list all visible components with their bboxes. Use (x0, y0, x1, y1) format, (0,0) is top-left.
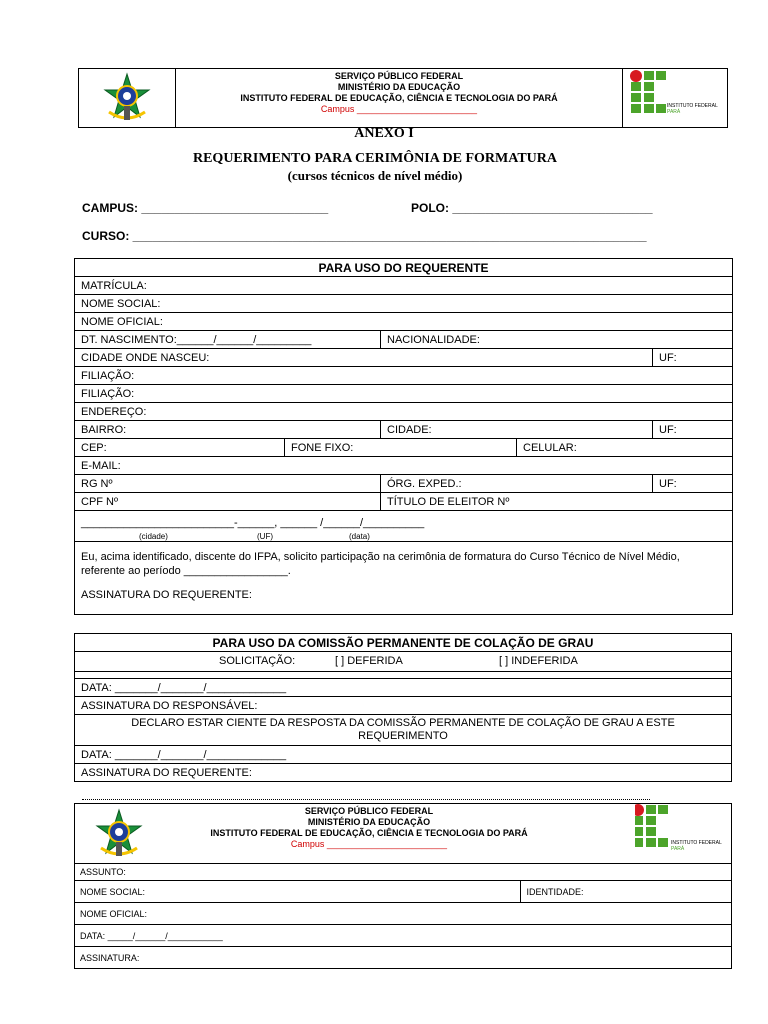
orgao-expedidor-field[interactable]: ÓRG. EXPED.: (381, 475, 653, 493)
data-field-1[interactable]: DATA: _______/_______/_____________ (75, 679, 732, 697)
declaro-line1: DECLARO ESTAR CIENTE DA RESPOSTA DA COMISSÃO PERMANENTE DE COLAÇÃO DE GRAU A ESTE (131, 717, 675, 729)
deferida-checkbox[interactable]: [ ] DEFERIDA (335, 655, 403, 667)
filiacao-field-2[interactable]: FILIAÇÃO: (75, 385, 733, 403)
assinatura-responsavel[interactable]: ASSINATURA DO RESPONSÁVEL: (75, 697, 732, 715)
celular-field[interactable]: CELULAR: (517, 439, 733, 457)
header-line3: INSTITUTO FEDERAL DE EDUCAÇÃO, CIÊNCIA E TECNOLOGIA DO PARÁ (240, 93, 558, 103)
polo-field[interactable]: POLO: ______________________________ (411, 201, 653, 215)
bairro-field[interactable]: BAIRRO: (75, 421, 381, 439)
cidade-nasceu-field[interactable]: CIDADE ONDE NASCEU: (75, 349, 653, 367)
declaro-line2: REQUERIMENTO (358, 730, 448, 742)
cidade-field[interactable]: CIDADE: (381, 421, 653, 439)
recibo-header (75, 804, 731, 863)
recibo-header-line2: MINISTÉRIO DA EDUCAÇÃO (307, 817, 431, 827)
recibo-header-campus: Campus ________________________ (290, 839, 448, 849)
data-field-2[interactable]: DATA: _______/_______/_____________ (75, 746, 732, 764)
label-cidade: (cidade) (139, 532, 168, 541)
matricula-field[interactable]: MATRÍCULA: (75, 277, 733, 295)
nome-social-field[interactable]: NOME SOCIAL: (75, 295, 733, 313)
coat-of-arms-icon (93, 808, 145, 860)
filiacao-field-1[interactable]: FILIAÇÃO: (75, 367, 733, 385)
brasao-logo (79, 69, 176, 127)
recibo-header-line3: INSTITUTO FEDERAL DE EDUCAÇÃO, CIÊNCIA E TECNOLOGIA DO PARÁ (210, 828, 528, 838)
declaration-cell (75, 542, 733, 615)
solicitacao-label: SOLICITAÇÃO: (219, 655, 296, 667)
comissao-title: PARA USO DA COMISSÃO PERMANENTE DE COLAÇÃO DE GRAU (75, 634, 732, 652)
recibo-nome-oficial[interactable]: NOME OFICIAL: (74, 903, 732, 925)
if-logo-icon (635, 804, 731, 862)
header-block (78, 68, 728, 128)
requerente-section (74, 258, 732, 615)
header-line2: MINISTÉRIO DA EDUCAÇÃO (337, 82, 461, 92)
recibo-assinatura[interactable]: ASSINATURA: (74, 947, 732, 969)
if-logo-2 (635, 804, 731, 863)
indeferida-checkbox[interactable]: [ ] INDEFERIDA (499, 655, 578, 667)
if-logo-icon (623, 69, 727, 127)
recibo-data[interactable]: DATA: _____/______/___________ (74, 925, 732, 947)
endereco-field[interactable]: ENDEREÇO: (75, 403, 733, 421)
main-title: REQUERIMENTO PARA CERIMÔNIA DE FORMATURA (192, 151, 557, 166)
header-line1: SERVIÇO PÚBLICO FEDERAL (334, 71, 464, 81)
declaration-line1: Eu, acima identificado, discente do IFPA, solicito participação na cerimônia de formatura do Curso Técnico de Nível Médio, (81, 551, 680, 563)
if-logo-text-2: INSTITUTO FEDERAL PARÁ (671, 840, 722, 852)
cep-field[interactable]: CEP: (75, 439, 285, 457)
anexo-title: ANEXO I (354, 126, 414, 141)
assinatura-requerente-2[interactable]: ASSINATURA DO REQUERENTE: (75, 764, 732, 782)
header-campus: Campus ________________________ (320, 104, 478, 114)
label-data: (data) (349, 532, 370, 541)
assinatura-requerente[interactable]: ASSINATURA DO REQUERENTE: (81, 589, 252, 601)
nacionalidade-field[interactable]: NACIONALIDADE: (381, 331, 733, 349)
comissao-section (74, 633, 732, 782)
declaration-line2: referente ao período _________________. (81, 565, 291, 577)
if-logo-text: INSTITUTO FEDERAL PARÁ (667, 103, 718, 115)
cpf-field[interactable]: CPF Nº (75, 493, 381, 511)
uf-field-3[interactable]: UF: (653, 475, 733, 493)
requerente-title: PARA USO DO REQUERENTE (75, 259, 733, 277)
coat-of-arms-icon (101, 72, 153, 124)
declaro-cell (75, 715, 732, 746)
recibo-identidade[interactable]: IDENTIDADE: (520, 881, 732, 903)
recibo-header-line1: SERVIÇO PÚBLICO FEDERAL (304, 806, 434, 816)
rg-field[interactable]: RG Nº (75, 475, 381, 493)
brasao-logo-2 (75, 804, 163, 863)
recibo-section (74, 803, 732, 969)
dt-nascimento-field[interactable]: DT. NASCIMENTO:______/______/_________ (75, 331, 381, 349)
local-data-line[interactable]: _________________________-______, ______ /______/__________ (81, 517, 425, 529)
local-data-row[interactable] (75, 511, 733, 542)
uf-field-2[interactable]: UF: (653, 421, 733, 439)
recibo-header-text (163, 804, 635, 863)
recibo-assunto[interactable]: ASSUNTO: (74, 864, 732, 881)
label-uf: (UF) (257, 532, 273, 541)
solicitacao-row (75, 652, 732, 672)
fone-fixo-field[interactable]: FONE FIXO: (285, 439, 517, 457)
recibo-nome-social[interactable]: NOME SOCIAL: (74, 881, 520, 903)
cut-line (82, 799, 650, 800)
uf-field[interactable]: UF: (653, 349, 733, 367)
if-logo (622, 69, 727, 127)
campus-field[interactable]: CAMPUS: ____________________________ (82, 201, 329, 215)
nome-oficial-field[interactable]: NOME OFICIAL: (75, 313, 733, 331)
curso-field[interactable]: CURSO: _____________________________________________________________________________ (82, 229, 647, 243)
titulo-eleitor-field[interactable]: TÍTULO DE ELEITOR Nº (381, 493, 733, 511)
sub-title: (cursos técnicos de nível médio) (287, 168, 463, 183)
header-text (176, 69, 622, 127)
spacer-row (75, 672, 732, 679)
email-field[interactable]: E-MAIL: (75, 457, 733, 475)
